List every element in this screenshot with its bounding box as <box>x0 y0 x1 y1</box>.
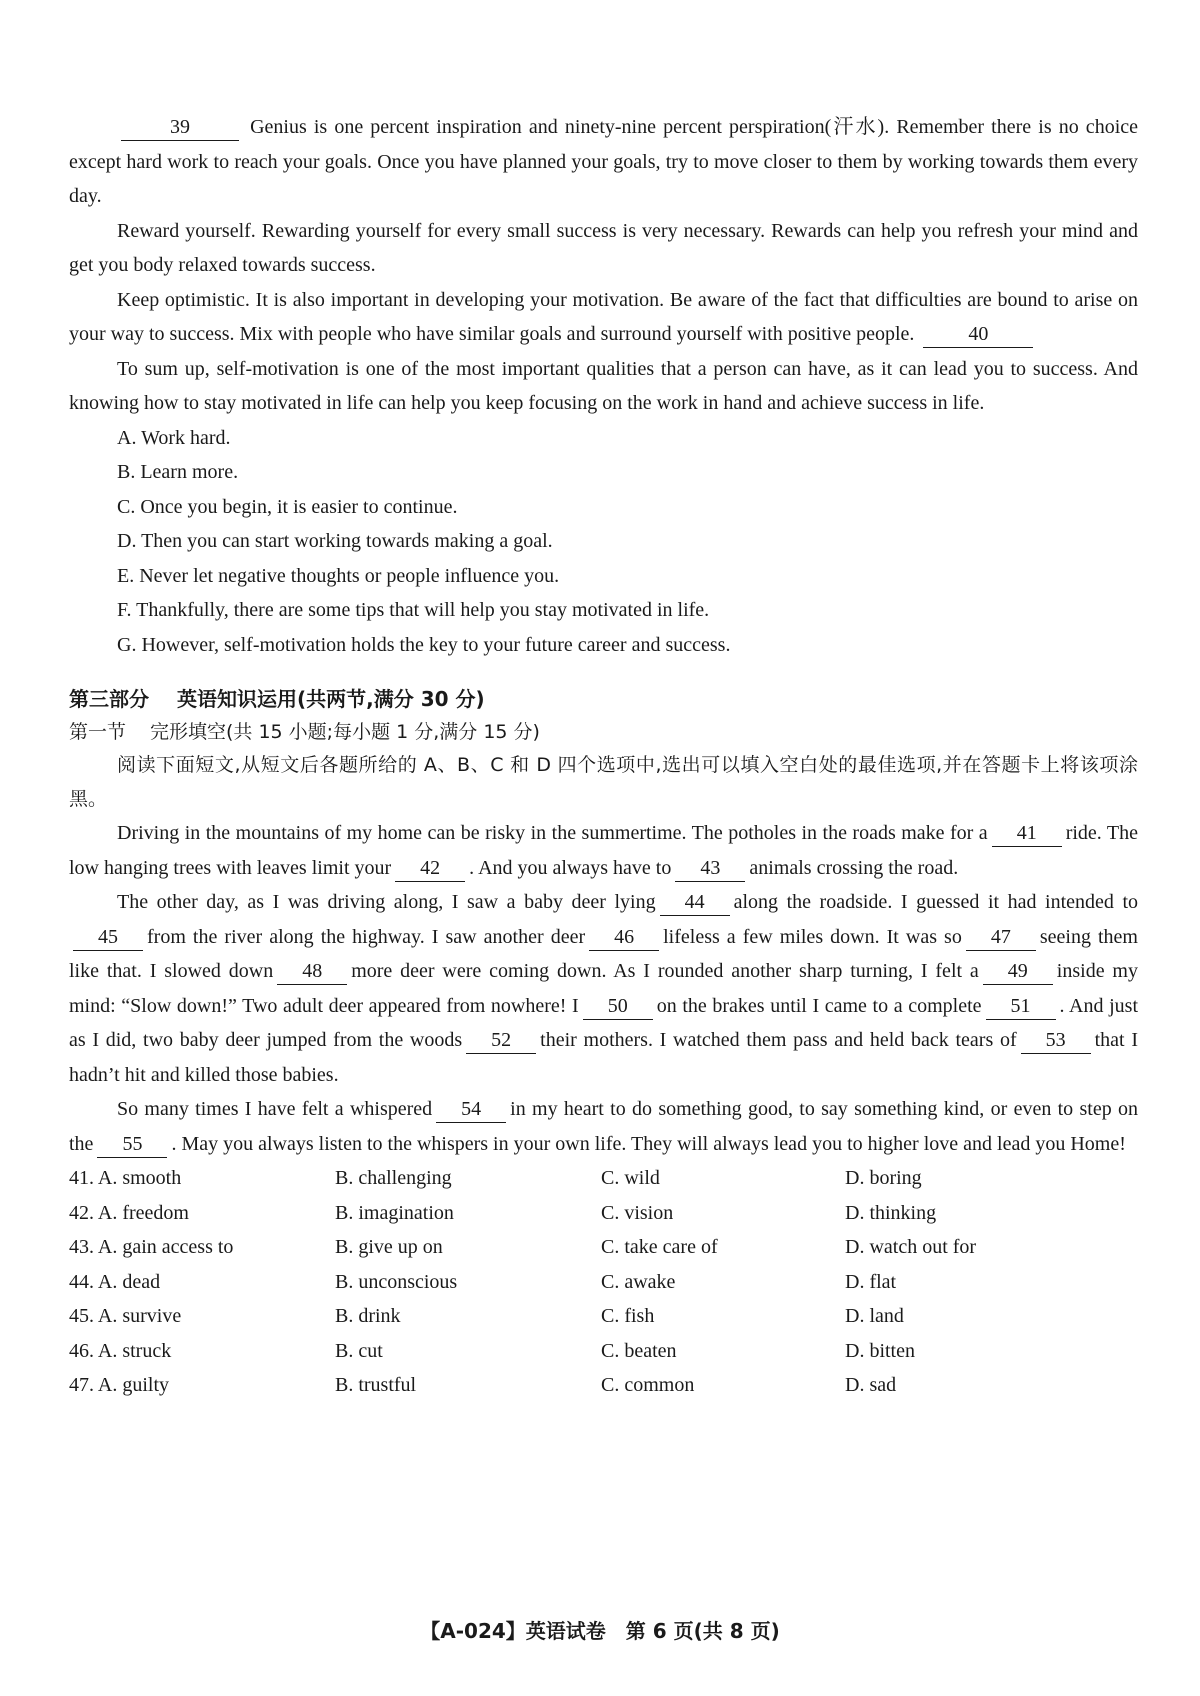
answer-blank: 50 <box>583 993 653 1020</box>
answer-blank: 41 <box>992 820 1062 847</box>
question-row: 45. A. survive B. drink C. fish D. land <box>69 1305 904 1327</box>
answer-blank: 51 <box>986 993 1056 1020</box>
answer-blank: 54 <box>436 1096 506 1123</box>
answer-blank: 52 <box>466 1027 536 1054</box>
answer-blank: 45 <box>73 924 143 951</box>
exam-page <box>69 110 1138 1403</box>
passage-paragraph: Keep optimistic. It is also important in developing your motivation. Be aware of the fact that difficulties are bound to arise on your way to success. Mix with people who have similar goals and surround yourself with positive people. 40 <box>69 283 1138 352</box>
cloze-paragraph: The other day, as I was driving along, I saw a baby deer lying 44 along the roadside. I guessed it had intended to45 from the river along the highway. I saw another deer 46 lifeless a few miles down. It was so 47 seeing them like that. I slowed down 48 more deer were coming down. As I rounded another sharp turning, I felt a 49 inside my mind: “Slow down!” Two adult deer appeared from nowhere! I 50 on the brakes until I came to a complete 51 . And just as I did, two baby deer jumped from the woods 52 their mothers. I watched them pass and held back tears of 53 that I hadn’t hit and killed those babies. <box>69 891 1139 1086</box>
answer-blank: 39 <box>121 114 239 141</box>
option-item: G. However, self-motivation holds the key to your future career and success. <box>117 633 731 656</box>
question-row: 42. A. freedom B. imagination C. vision D. thinking <box>69 1201 937 1224</box>
option-item: C. Once you begin, it is easier to continue. <box>117 495 458 518</box>
question-row: 46. A. struck B. cut C. beaten D. bitten <box>69 1339 915 1362</box>
answer-blank: 44 <box>660 889 730 916</box>
option-item: E. Never let negative thoughts or people influence you. <box>117 564 560 587</box>
option-item: F. Thankfully, there are some tips that will help you stay motivated in life. <box>117 599 710 621</box>
question-row: 44. A. dead B. unconscious C. awake D. flat <box>69 1270 897 1293</box>
answer-blank: 55 <box>97 1131 167 1158</box>
answer-blank: 46 <box>589 924 659 951</box>
answer-blank: 47 <box>966 924 1036 951</box>
passage-paragraph: To sum up, self-motivation is one of the most important qualities that a person can have, as it can lead you to success. And knowing how to stay motivated in life can help you keep focusing on the work in hand and achieve success in life. <box>69 357 1138 414</box>
option-item: D. Then you can start working towards making a goal. <box>117 530 553 552</box>
option-item: A. Work hard. <box>117 426 231 449</box>
instructions: 阅读下面短文,从短文后各题所给的 A、B、C 和 D 四个选项中,选出可以填入空白处的最佳选项,并在答题卡上将该项涂黑。 <box>69 754 1138 810</box>
page-footer: 【A-024】英语试卷 第 6 页(共 8 页) <box>420 1619 780 1643</box>
question-row: 43. A. gain access to B. give up on C. take care of D. watch out for <box>69 1236 977 1258</box>
passage-paragraph: 39 Genius is one percent inspiration and ninety-nine percent perspiration(汗水). Remember there is no choice except hard work to reach your goals. Once you have planned your goals, try to move closer to them by working towards them every day. <box>69 116 1138 207</box>
answer-blank: 43 <box>675 855 745 882</box>
answer-blank: 49 <box>983 958 1053 985</box>
answer-blank: 48 <box>277 958 347 985</box>
answer-blank: 42 <box>395 855 465 882</box>
subsection-title: 第一节 完形填空(共 15 小题;每小题 1 分,满分 15 分) <box>69 721 540 743</box>
option-item: B. Learn more. <box>117 461 239 483</box>
question-options <box>69 1161 1138 1403</box>
section-title: 第三部分 英语知识运用(共两节,满分 30 分) <box>69 687 485 711</box>
question-row: 47. A. guilty B. trustful C. common D. sad <box>69 1374 897 1396</box>
question-row: 41. A. smooth B. challenging C. wild D. boring <box>69 1167 922 1189</box>
option-list <box>117 421 1138 663</box>
answer-blank: 53 <box>1021 1027 1091 1054</box>
answer-blank: 40 <box>923 321 1033 348</box>
cloze-paragraph: Driving in the mountains of my home can be risky in the summertime. The potholes in the roads make for a 41 ride. The low hanging trees with leaves limit your 42 . And you always have to 43 animals crossing the road. <box>69 816 1138 885</box>
cloze-paragraph: So many times I have felt a whispered 54 in my heart to do something good, to say something kind, or even to step on the 55 . May you always listen to the whispers in your own life. They will always lead you to higher love and lead you Home! <box>69 1092 1138 1161</box>
passage-paragraph: Reward yourself. Rewarding yourself for every small success is very necessary. Rewards can help you refresh your mind and get you body relaxed towards success. <box>69 219 1138 276</box>
